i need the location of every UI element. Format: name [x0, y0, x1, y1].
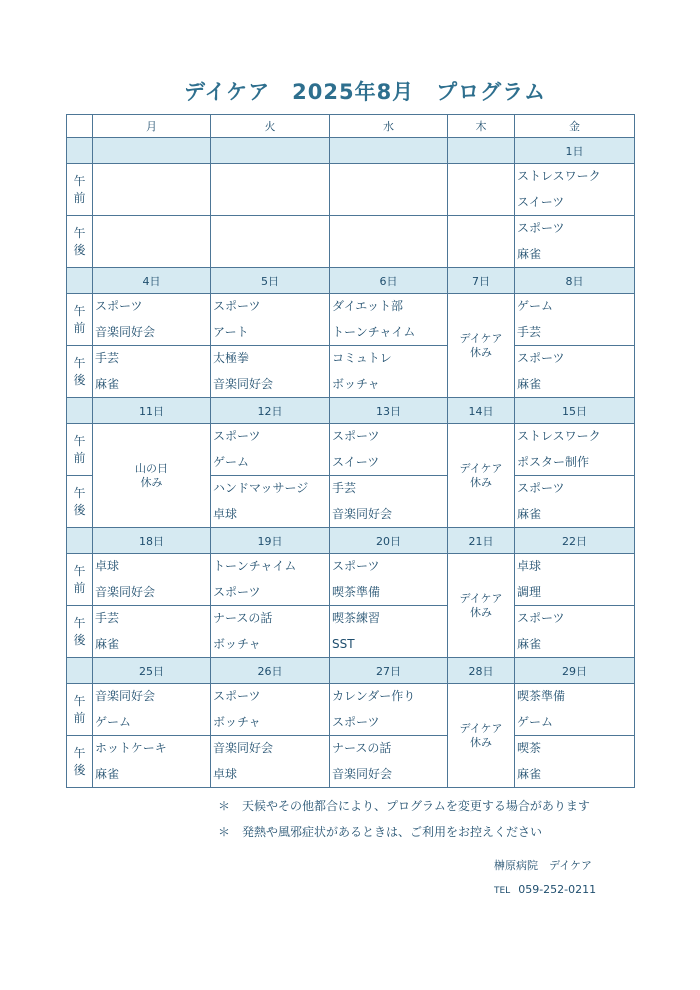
- period-char: 午: [73, 615, 86, 630]
- program-item: スポーツ: [332, 714, 380, 729]
- program-item: アート: [213, 324, 249, 339]
- program-cell: [330, 216, 448, 268]
- program-cell: [93, 684, 211, 736]
- program-cell: [93, 346, 211, 398]
- date-cell: 19日: [211, 528, 330, 554]
- period-char: 後: [73, 372, 86, 387]
- program-item: トーンチャイム: [332, 324, 416, 339]
- program-cell: [448, 216, 515, 268]
- program-item: 太極拳: [213, 351, 250, 365]
- date-cell: 25日: [93, 658, 211, 684]
- date-cell: [211, 138, 330, 164]
- program-item: 麻雀: [517, 506, 542, 521]
- program-item: 卓球: [213, 766, 238, 781]
- program-cell: [515, 216, 635, 268]
- program-cell: [515, 424, 635, 476]
- morning-row: [67, 294, 635, 346]
- holiday-cell: [448, 424, 515, 528]
- program-item: 卓球: [95, 559, 120, 573]
- afternoon-label: [67, 476, 93, 528]
- holiday-text: デイケア: [459, 591, 503, 605]
- program-cell: [93, 554, 211, 606]
- hospital-name: 榊原病院 デイケア: [494, 859, 593, 872]
- holiday-text: 休み: [470, 345, 492, 359]
- program-item: 喫茶練習: [332, 611, 381, 625]
- program-item: ゲーム: [95, 714, 132, 729]
- date-cell: [448, 138, 515, 164]
- holiday-cell: [448, 684, 515, 788]
- program-cell: [93, 294, 211, 346]
- program-item: ストレスワーク: [517, 169, 601, 183]
- program-item: 音楽同好会: [95, 689, 156, 703]
- tel-number: 059-252-0211: [518, 883, 597, 896]
- program-item: スポーツ: [213, 429, 261, 443]
- date-corner: [67, 138, 93, 164]
- program-cell: [211, 476, 330, 528]
- note-line: ＊ 発熱や風邪症状があるときは、ご利用をお控えください: [218, 825, 543, 839]
- afternoon-row: [67, 346, 635, 398]
- program-item: 麻雀: [517, 376, 542, 391]
- program-cell: [330, 294, 448, 346]
- program-cell: [211, 684, 330, 736]
- program-item: 音楽同好会: [332, 506, 393, 521]
- afternoon-label: [67, 346, 93, 398]
- program-item: 麻雀: [517, 766, 542, 781]
- program-item: 麻雀: [517, 636, 542, 651]
- period-char: 前: [73, 710, 86, 725]
- program-cell: [211, 216, 330, 268]
- program-item: 調理: [517, 584, 542, 599]
- program-item: ナースの話: [332, 741, 392, 755]
- program-cell: [330, 684, 448, 736]
- program-item: 音楽同好会: [213, 741, 274, 755]
- program-item: スポーツ: [517, 611, 565, 625]
- program-cell: [515, 164, 635, 216]
- holiday-text: 休み: [470, 475, 492, 489]
- program-item: 喫茶準備: [517, 689, 566, 703]
- program-item: コミュトレ: [332, 351, 392, 365]
- date-row: [67, 658, 635, 684]
- program-cell: [211, 294, 330, 346]
- afternoon-label: [67, 736, 93, 788]
- program-item: スポーツ: [332, 429, 380, 443]
- morning-label: [67, 554, 93, 606]
- period-char: 午: [73, 433, 86, 448]
- morning-row: [67, 684, 635, 736]
- period-char: 前: [73, 320, 86, 335]
- date-cell: 27日: [330, 658, 448, 684]
- afternoon-label: [67, 216, 93, 268]
- program-item: 手芸: [332, 481, 357, 495]
- period-char: 午: [73, 225, 86, 240]
- period-char: 後: [73, 762, 86, 777]
- period-char: 後: [73, 632, 86, 647]
- program-item: 麻雀: [95, 766, 120, 781]
- day-header: 金: [515, 115, 635, 138]
- date-cell: 21日: [448, 528, 515, 554]
- program-item: 卓球: [213, 506, 238, 521]
- program-item: SST: [332, 636, 355, 651]
- morning-label: [67, 684, 93, 736]
- program-item: ポスター制作: [517, 454, 590, 469]
- date-cell: 6日: [330, 268, 448, 294]
- date-corner: [67, 268, 93, 294]
- program-item: トーンチャイム: [213, 559, 297, 573]
- holiday-cell: [93, 424, 211, 528]
- period-char: 後: [73, 502, 86, 517]
- morning-label: [67, 424, 93, 476]
- program-cell: [515, 684, 635, 736]
- program-item: 麻雀: [517, 246, 542, 261]
- notes: [218, 800, 590, 852]
- holiday-cell: [448, 554, 515, 658]
- program-item: ボッチャ: [332, 376, 380, 391]
- program-item: スイーツ: [517, 194, 565, 209]
- period-char: 午: [73, 485, 86, 500]
- period-char: 午: [73, 745, 86, 760]
- program-cell: [515, 554, 635, 606]
- date-cell: 11日: [93, 398, 211, 424]
- program-cell: [515, 736, 635, 788]
- holiday-text: デイケア: [459, 721, 503, 735]
- program-item: ボッチャ: [213, 714, 261, 729]
- program-item: ハンドマッサージ: [213, 481, 309, 495]
- period-char: 午: [73, 693, 86, 708]
- program-cell: [330, 346, 448, 398]
- schedule-table: [66, 114, 635, 788]
- date-cell: 29日: [515, 658, 635, 684]
- date-corner: [67, 398, 93, 424]
- date-cell: 7日: [448, 268, 515, 294]
- date-cell: 22日: [515, 528, 635, 554]
- program-cell: [515, 294, 635, 346]
- date-cell: 14日: [448, 398, 515, 424]
- program-item: 麻雀: [95, 376, 120, 391]
- date-cell: 18日: [93, 528, 211, 554]
- program-cell: [93, 736, 211, 788]
- holiday-text: 休み: [140, 475, 163, 489]
- morning-row: [67, 164, 635, 216]
- program-item: ストレスワーク: [517, 429, 601, 443]
- afternoon-row: [67, 216, 635, 268]
- holiday-cell: [448, 294, 515, 398]
- program-item: ナースの話: [213, 611, 273, 625]
- program-item: スポーツ: [213, 584, 261, 599]
- date-cell: 1日: [515, 138, 635, 164]
- date-cell: 15日: [515, 398, 635, 424]
- program-item: 音楽同好会: [95, 324, 156, 339]
- program-cell: [93, 606, 211, 658]
- phone-number: [494, 883, 596, 896]
- date-cell: 5日: [211, 268, 330, 294]
- program-cell: [211, 554, 330, 606]
- period-char: 午: [73, 173, 86, 188]
- period-char: 午: [73, 355, 86, 370]
- day-header: 月: [93, 115, 211, 138]
- header-row: [67, 115, 635, 138]
- program-item: スポーツ: [95, 299, 143, 313]
- program-cell: [330, 736, 448, 788]
- program-item: スイーツ: [332, 454, 380, 469]
- holiday-text: 休み: [470, 605, 492, 619]
- date-row: [67, 398, 635, 424]
- program-item: 卓球: [517, 559, 542, 573]
- program-item: スポーツ: [332, 559, 380, 573]
- day-header: 水: [330, 115, 448, 138]
- program-cell: [211, 736, 330, 788]
- date-corner: [67, 528, 93, 554]
- program-item: ゲーム: [517, 714, 554, 729]
- morning-label: [67, 164, 93, 216]
- date-row: [67, 268, 635, 294]
- day-header: 火: [211, 115, 330, 138]
- program-item: スポーツ: [213, 299, 261, 313]
- date-row: [67, 528, 635, 554]
- morning-label: [67, 294, 93, 346]
- date-cell: 4日: [93, 268, 211, 294]
- program-item: ボッチャ: [213, 636, 261, 651]
- program-item: 手芸: [95, 351, 120, 365]
- holiday-text: 山の日: [135, 461, 168, 475]
- date-cell: [330, 138, 448, 164]
- period-char: 午: [73, 303, 86, 318]
- holiday-text: デイケア: [459, 331, 503, 345]
- program-cell: [515, 346, 635, 398]
- program-item: スポーツ: [213, 689, 261, 703]
- afternoon-row: [67, 736, 635, 788]
- note-line: ＊ 天候やその他都合により、プログラムを変更する場合があります: [218, 799, 590, 813]
- program-item: スポーツ: [517, 351, 565, 365]
- program-item: ダイエット部: [332, 299, 404, 313]
- program-item: 喫茶: [517, 741, 542, 755]
- program-item: 手芸: [95, 611, 120, 625]
- program-cell: [330, 554, 448, 606]
- program-item: スポーツ: [517, 481, 565, 495]
- program-item: ゲーム: [213, 454, 250, 469]
- program-item: 音楽同好会: [213, 376, 274, 391]
- program-item: スポーツ: [517, 221, 565, 235]
- period-char: 午: [73, 563, 86, 578]
- date-cell: 26日: [211, 658, 330, 684]
- period-char: 前: [73, 450, 86, 465]
- corner-cell: [67, 115, 93, 138]
- program-cell: [515, 476, 635, 528]
- program-cell: [330, 606, 448, 658]
- morning-row: [67, 554, 635, 606]
- date-row: [67, 138, 635, 164]
- program-cell: [93, 216, 211, 268]
- program-cell: [93, 164, 211, 216]
- date-cell: [93, 138, 211, 164]
- program-item: 喫茶準備: [332, 584, 381, 599]
- program-cell: [448, 164, 515, 216]
- program-cell: [330, 164, 448, 216]
- program-cell: [211, 606, 330, 658]
- period-char: 前: [73, 190, 86, 205]
- day-header: 木: [448, 115, 515, 138]
- program-cell: [330, 476, 448, 528]
- afternoon-row: [67, 606, 635, 658]
- period-char: 後: [73, 242, 86, 257]
- program-cell: [211, 424, 330, 476]
- date-corner: [67, 658, 93, 684]
- holiday-text: 休み: [470, 735, 492, 749]
- program-item: 音楽同好会: [332, 766, 393, 781]
- afternoon-label: [67, 606, 93, 658]
- program-cell: [211, 164, 330, 216]
- program-item: カレンダー作り: [332, 689, 416, 703]
- date-cell: 13日: [330, 398, 448, 424]
- tel-label: TEL: [494, 886, 511, 896]
- program-cell: [515, 606, 635, 658]
- page-title: デイケア 2025年8月 プログラム: [184, 80, 546, 104]
- period-char: 前: [73, 580, 86, 595]
- morning-row: [67, 424, 635, 476]
- program-item: ホットケーキ: [95, 741, 167, 755]
- program-cell: [211, 346, 330, 398]
- program-cell: [330, 424, 448, 476]
- date-cell: 12日: [211, 398, 330, 424]
- holiday-text: デイケア: [459, 461, 503, 475]
- date-cell: 8日: [515, 268, 635, 294]
- date-cell: 28日: [448, 658, 515, 684]
- date-cell: 20日: [330, 528, 448, 554]
- program-item: 手芸: [517, 324, 542, 339]
- program-item: 音楽同好会: [95, 584, 156, 599]
- program-item: 麻雀: [95, 636, 120, 651]
- program-item: ゲーム: [517, 299, 554, 313]
